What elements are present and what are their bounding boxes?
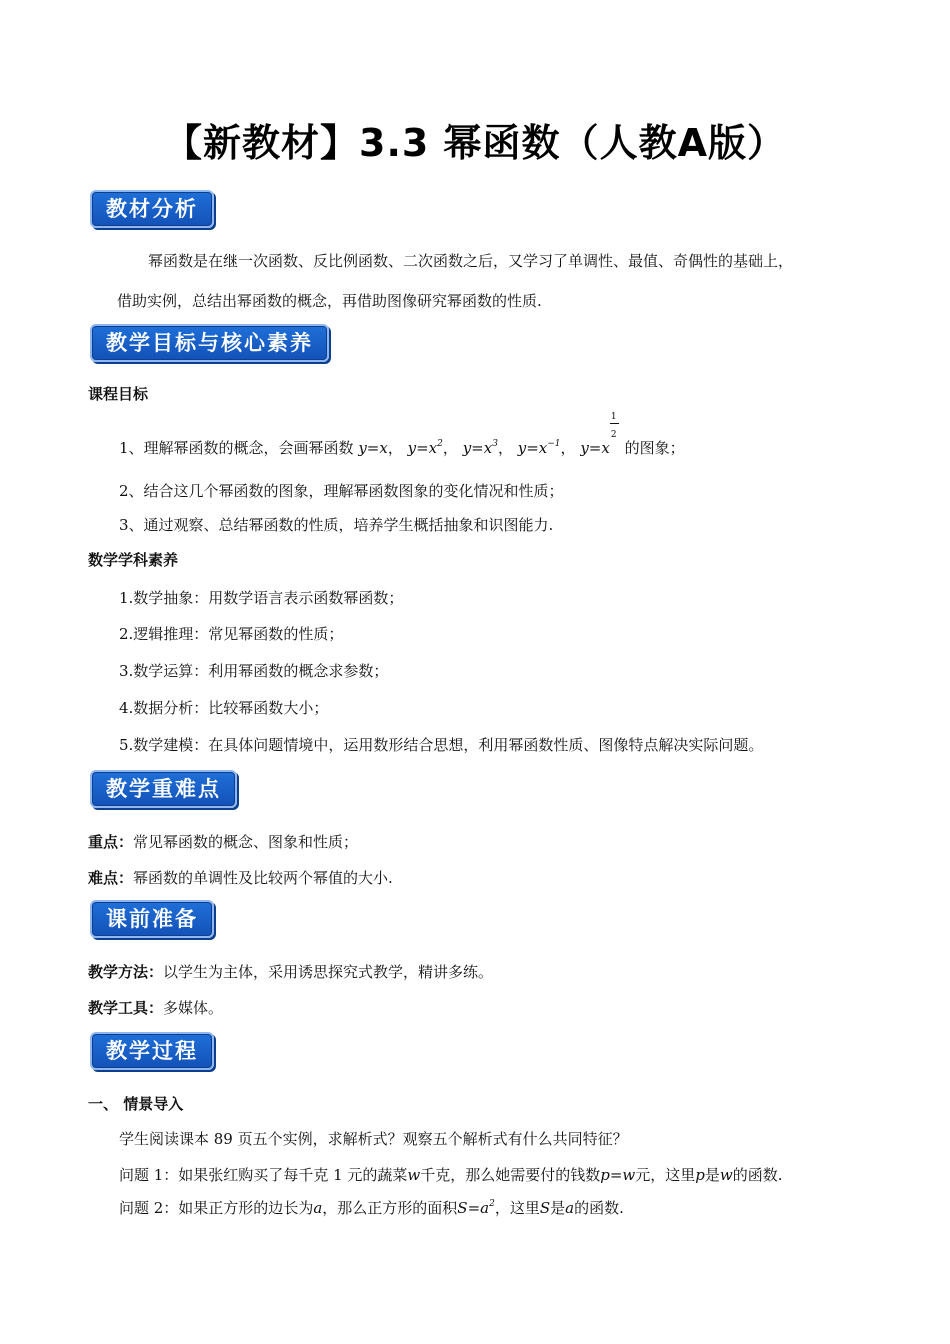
section-badge-goals: 教学目标与核心素养 <box>90 324 329 362</box>
section-badge-process: 教学过程 <box>90 1032 214 1070</box>
course-goal-1 <box>119 412 685 458</box>
formula-y-x3: $y=x^3$ <box>462 439 498 457</box>
formula-y-x-neg1: $y=x^{-1}$ <box>517 439 561 457</box>
section-badge-key-points: 教学重难点 <box>90 770 237 808</box>
literacy-item: 2.逻辑推理：常见幂函数的性质； <box>119 625 344 643</box>
hard-point-label: 难点： <box>88 869 134 887</box>
course-goal-2: 2、结合这几个幂函数的图象，理解幂函数图象的变化情况和性质； <box>119 482 564 500</box>
teaching-method <box>88 962 493 982</box>
teaching-tool <box>88 998 223 1018</box>
formula-y-x: y=x <box>358 439 388 457</box>
hard-point-text: 幂函数的单调性及比较两个幂值的大小. <box>133 869 393 887</box>
formula-y-x2: $y=x^2$ <box>407 439 443 457</box>
literacy-item: 1.数学抽象：用数学语言表示函数幂函数； <box>119 589 404 607</box>
question-1: 问题 1：如果张红购买了每千克 1 元的蔬菜w千克，那么她需要付的钱数p=w元，这里p是w的函数. <box>119 1166 783 1184</box>
literacy-item: 3.数学运算：利用幂函数的概念求参数； <box>119 662 389 680</box>
key-point-text: 常见幂函数的概念、图象和性质； <box>133 833 359 851</box>
analysis-line-1: 幂函数是在继一次函数、反比例函数、二次函数之后，又学习了单调性、最值、奇偶性的基础上， <box>148 252 794 270</box>
key-point-label: 重点： <box>88 833 134 851</box>
teaching-tool-label: 教学工具： <box>88 999 164 1017</box>
section-badge-analysis: 教材分析 <box>90 190 214 228</box>
literacy-heading: 数学学科素养 <box>88 551 179 569</box>
course-goal-1-suffix: 的图象； <box>624 439 685 457</box>
course-goal-1-prefix: 1、理解幂函数的概念，会画幂函数 <box>119 439 354 457</box>
step-1-heading: 一、 情景导入 <box>88 1095 184 1113</box>
hard-point <box>88 868 393 888</box>
literacy-item: 5.数学建模：在具体问题情境中，运用数形结合思想，利用幂函数性质、图像特点解决实际问题。 <box>119 736 764 754</box>
question-2: 问题 2：如果正方形的边长为a，那么正方形的面积$S=a^2$，这里S是a的函数. <box>119 1199 624 1217</box>
formula-sep: ， <box>387 439 403 457</box>
literacy-item: 4.数据分析：比较幂函数大小； <box>119 699 329 717</box>
formula-sep: ， <box>497 439 513 457</box>
formula-y-x-half: y=x $\frac{1}{2}$ <box>580 439 620 457</box>
course-goals-heading: 课程目标 <box>88 385 149 403</box>
key-point <box>88 832 358 852</box>
section-badge-prep: 课前准备 <box>90 900 214 938</box>
page-title: 【新教材】3.3 幂函数（人教A版） <box>164 121 786 165</box>
course-goal-3: 3、通过观察、总结幂函数的性质，培养学生概括抽象和识图能力. <box>119 516 554 534</box>
teaching-method-label: 教学方法： <box>88 963 164 981</box>
teaching-tool-text: 多媒体。 <box>163 999 224 1017</box>
analysis-line-2: 借助实例，总结出幂函数的概念，再借助图像研究幂函数的性质. <box>117 292 542 310</box>
formula-sep: ， <box>442 439 458 457</box>
intro-text: 学生阅读课本 89 页五个实例，求解析式？观察五个解析式有什么共同特征？ <box>119 1130 628 1148</box>
formula-sep: ， <box>560 439 576 457</box>
teaching-method-text: 以学生为主体，采用诱思探究式教学，精讲多练。 <box>163 963 494 981</box>
